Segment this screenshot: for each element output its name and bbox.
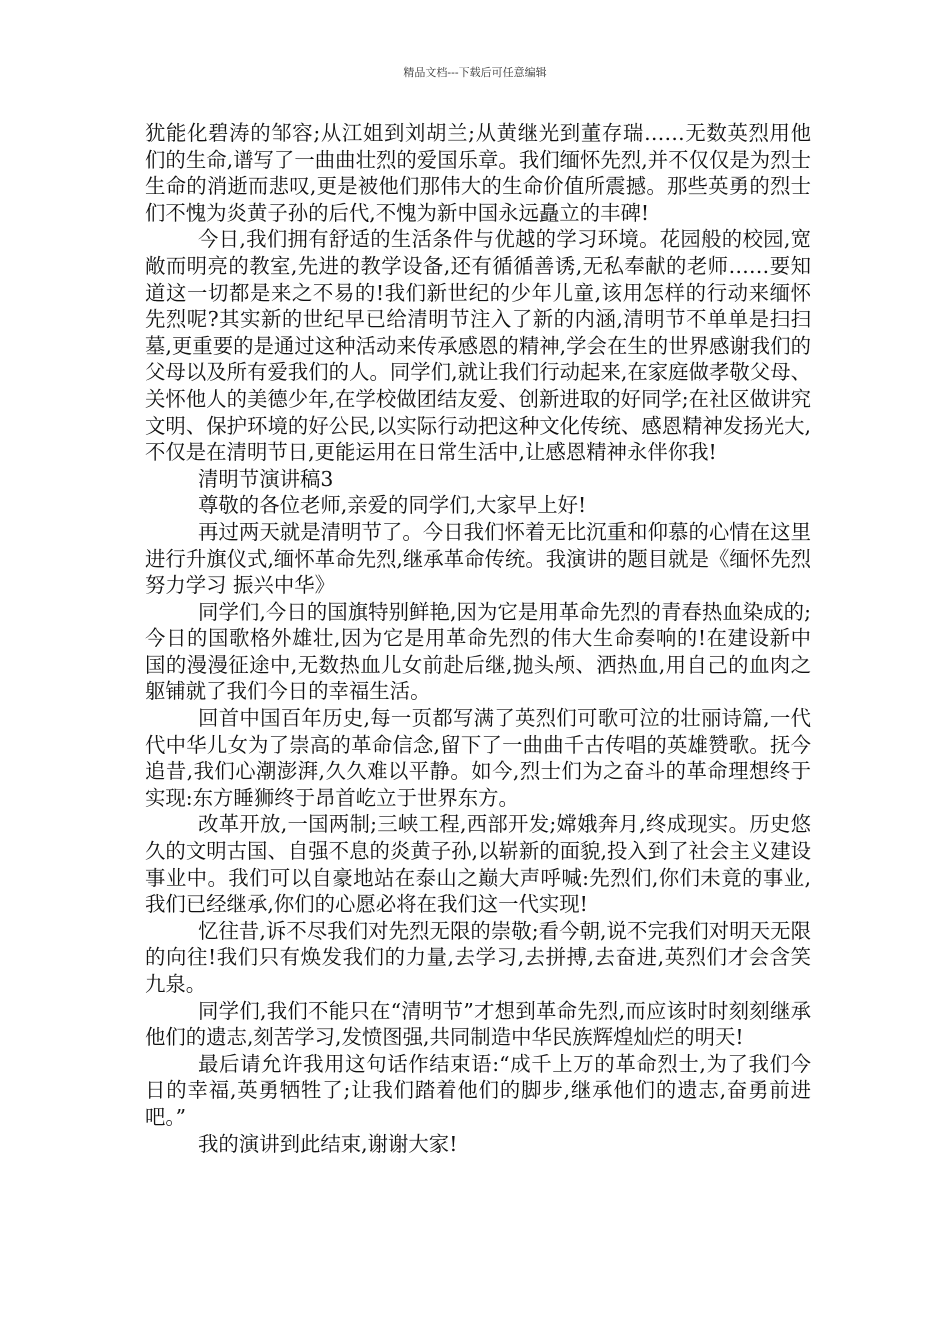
speech-title: 清明节演讲稿3 [198, 466, 334, 491]
page-header: 精品文档---下载后可任意编辑 [403, 66, 547, 79]
paragraph: 再过两天就是清明节了。今日我们怀着无比沉重和仰慕的心情在这里进行升旗仪式,缅怀革命先烈,继承革命传统。我演讲的题目就是《缅怀先烈努力学习 振兴中华》 [145, 519, 811, 598]
paragraph: 忆往昔,诉不尽我们对先烈无限的崇敬;看今朝,说不完我们对明天无限的向往!我们只有焕发我们的力量,去学习,去拼搏,去奋进,英烈们才会含笑九泉。 [145, 918, 811, 996]
paragraph: 同学们,我们不能只在“清明节”才想到革命先烈,而应该时时刻刻继承他们的遗志,刻苦学习,发愤图强,共同制造中华民族辉煌灿烂的明天! [145, 998, 811, 1050]
document-body [145, 120, 811, 1157]
salutation: 尊敬的各位老师,亲爱的同学们,大家早上好! [198, 493, 587, 518]
paragraph: 同学们,今日的国旗特别鲜艳,因为它是用革命先烈的青春热血染成的;今日的国歌格外雄壮,因为它是用革命先烈的伟大生命奏响的!在建设新中国的漫漫征途中,无数热血儿女前赴后继,抛头颅、洒热血,用自己的血肉之躯铺就了我们今日的幸福生活。 [145, 599, 811, 704]
paragraph: 改革开放,一国两制;三峡工程,西部开发;嫦娥奔月,终成现实。历史悠久的文明古国、自强不息的炎黄子孙,以崭新的面貌,投入到了社会主义建设事业中。我们可以自豪地站在泰山之巅大声呼喊:先烈们,你们未竟的事业,我们已经继承,你们的心愿必将在我们这一代实现! [145, 812, 811, 917]
paragraph: 回首中国百年历史,每一页都写满了英烈们可歌可泣的壮丽诗篇,一代代中华儿女为了崇高的革命信念,留下了一曲曲千古传唱的英雄赞歌。抚今追昔,我们心潮澎湃,久久难以平静。如今,烈士们为之奋斗的革命理想终于实现:东方睡狮终于昂首屹立于世界东方。 [145, 706, 811, 810]
closing-line: 我的演讲到此结束,谢谢大家! [198, 1131, 458, 1156]
paragraph: 最后请允许我用这句话作结束语:“成千上万的革命烈士,为了我们今日的幸福,英勇牺牲了;让我们踏着他们的脚步,继承他们的遗志,奋勇前进吧。” [145, 1051, 811, 1129]
paragraph-continuation: 犹能化碧涛的邹容;从江姐到刘胡兰;从黄继光到董存瑞……无数英烈用他们的生命,谱写了一曲曲壮烈的爱国乐章。我们缅怀先烈,并不仅仅是为烈士生命的消逝而悲叹,更是被他们那伟大的生命价值所震撼。那些英勇的烈士们不愧为炎黄子孙的后代,不愧为新中国永远矗立的丰碑! [145, 121, 811, 225]
paragraph: 今日,我们拥有舒适的生活条件与优越的学习环境。花园般的校园,宽敞而明亮的教室,先进的教学设备,还有循循善诱,无私奉献的老师……要知道这一切都是来之不易的!我们新世纪的少年儿童,该用怎样的行动来缅怀先烈呢?其实新的世纪早已给清明节注入了新的内涵,清明节不单单是扫扫墓,更重要的是通过这种活动来传承感恩的精神,学会在生的世界感谢我们的父母以及所有爱我们的人。同学们,就让我们行动起来,在家庭做孝敬父母、关怀他人的美德少年,在学校做团结友爱、创新进取的好同学;在社区做讲究文明、保护环境的好公民,以实际行动把这种文化传统、感恩精神发扬光大,不仅是在清明节日,更能运用在日常生活中,让感恩精神永伴你我! [145, 227, 811, 465]
